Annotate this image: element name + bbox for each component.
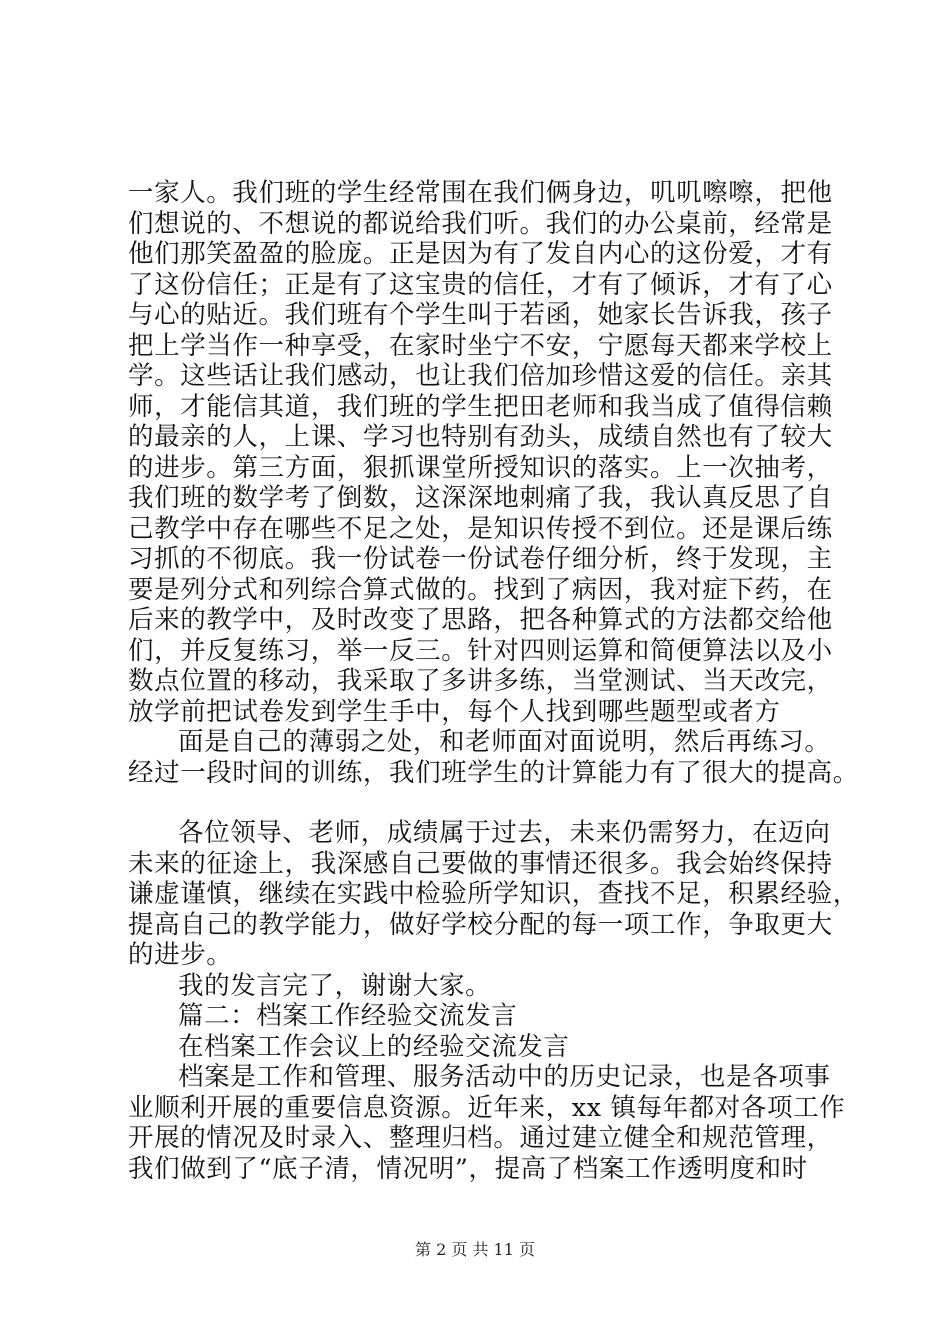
- text-line: 要是列分式和列综合算式做的。找到了病因，我对症下药，在: [128, 574, 833, 605]
- text-line: 们想说的、不想说的都说给我们听。我们的办公桌前，经常是: [128, 208, 833, 239]
- text-line: 他们那笑盈盈的脸庞。正是因为有了发自内心的这份爱，才有: [128, 239, 833, 269]
- text-line: 师，才能信其道，我们班的学生把田老师和我当成了值得信赖: [128, 391, 833, 422]
- text-line: 我们班的数学考了倒数，这深深地刺痛了我，我认真反思了自: [128, 483, 833, 513]
- text-line: 经过一段时间的训练，我们班学生的计算能力有了很大的提高。: [128, 757, 859, 788]
- text-line: 放学前把试卷发到学生手中，每个人找到哪些题型或者方: [128, 696, 781, 727]
- text-line: 开展的情况及时录入、整理归档。通过建立健全和规范管理，: [128, 1123, 833, 1153]
- text-line: 们，并反复练习，举一反三。针对四则运算和简便算法以及小: [128, 635, 833, 666]
- text-line: 了这份信任；正是有了这宝贵的信任，才有了倾诉，才有了心: [128, 269, 833, 300]
- text-line: 后来的教学中，及时改变了思路，把各种算式的方法都交给他: [128, 605, 833, 635]
- paragraph-1: [128, 178, 840, 727]
- paragraph-spacer: [128, 788, 840, 818]
- document-body: [128, 178, 859, 1184]
- text-line: 的最亲的人，上课、学习也特别有劲头，成绩自然也有了较大: [128, 422, 833, 452]
- text-line: 未来的征途上，我深感自己要做的事情还很多。我会始终保持: [128, 848, 833, 879]
- text-line: 谦虚谨慎，继续在实践中检验所学知识，查找不足，积累经验，: [128, 879, 859, 909]
- section-heading: 篇二：档案工作经验交流发言: [178, 1001, 518, 1031]
- page-number-footer: 第 2 页 共 11 页: [415, 1240, 535, 1259]
- text-line: 一家人。我们班的学生经常围在我们俩身边，叽叽嚓嚓，把他: [128, 178, 833, 208]
- text-line: 与心的贴近。我们班有个学生叫于若函，她家长告诉我，孩子: [128, 300, 833, 330]
- closing-remark: 我的发言完了，谢谢大家。: [178, 970, 492, 1001]
- text-line: 提高自己的教学能力，做好学校分配的每一项工作，争取更大: [128, 909, 833, 940]
- text-line: 档案是工作和管理、服务活动中的历史记录，也是各项事: [178, 1062, 831, 1092]
- text-line: 己教学中存在哪些不足之处，是知识传授不到位。还是课后练: [128, 513, 833, 544]
- paragraph-4: [128, 1062, 846, 1184]
- text-line: 我们做到了“底子清，情况明”，提高了档案工作透明度和时: [128, 1153, 808, 1184]
- text-line: 业顺利开展的重要信息资源。近年来，xx 镇每年都对各项工作: [128, 1092, 846, 1123]
- text-line: 面是自己的薄弱之处，和老师面对面说明，然后再练习。: [178, 727, 831, 757]
- text-line: 的进步。第三方面，狠抓课堂所授知识的落实。上一次抽考，: [128, 452, 833, 483]
- section-subtitle: 在档案工作会议上的经验交流发言: [178, 1031, 570, 1062]
- paragraph-3: [128, 818, 859, 971]
- paragraph-2: [128, 727, 859, 788]
- text-line: 的进步。: [128, 940, 233, 970]
- text-line: 把上学当作一种享受，在家时坐宁不安，宁愿每天都来学校上: [128, 330, 833, 361]
- text-line: 学。这些话让我们感动，也让我们倍加珍惜这爱的信任。亲其: [128, 361, 833, 391]
- text-line: 各位领导、老师，成绩属于过去，未来仍需努力，在迈向: [178, 818, 831, 848]
- text-line: 数点位置的移动，我采取了多讲多练，当堂测试、当天改完，: [128, 666, 833, 696]
- text-line: 习抓的不彻底。我一份试卷一份试卷仔细分析，终于发现，主: [128, 544, 833, 574]
